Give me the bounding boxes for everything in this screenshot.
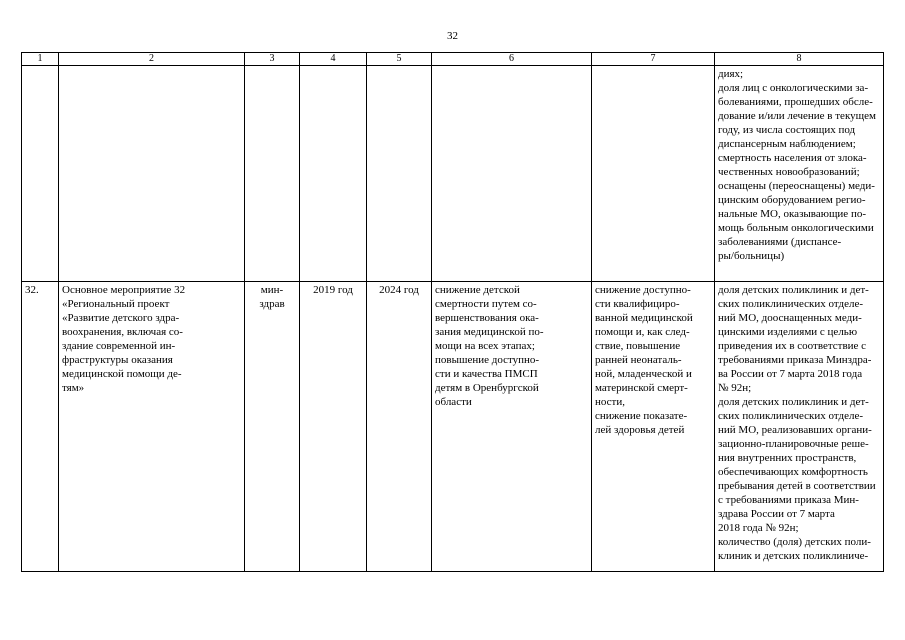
column-header-6: 6 (432, 53, 592, 66)
indicators-cell: доля детских поликлиник и дет- ских поликлинических отделе- ний МО, дооснащенных меди- цинскими изделиями с целью приведения их в соответствие с требованиями приказа Минздра- ва России от 7 марта 2018 года № 92н; доля детских поликлиник и дет- ских поликлинических отделе- ний МО, реализовавших органи- зационно-планировочные реше- ния внутренних пространств, обеспечивающих комфортность пребывания детей в соответствии с требованиями приказа Мин- здрава России от 7 марта 2018 года № 92н; количество (доля) детских поли- клиник и детских поликлиниче- (715, 282, 884, 572)
executor-cell (245, 66, 300, 282)
page-number: 32 (447, 30, 458, 42)
expected-result-cell (432, 66, 592, 282)
consequences-cell (592, 66, 715, 282)
event-name-cell (59, 66, 245, 282)
start-year-cell: 2019 год (300, 282, 367, 572)
table-row (22, 282, 884, 572)
column-header-8: 8 (715, 53, 884, 66)
column-header-2: 2 (59, 53, 245, 66)
document-table (21, 52, 884, 572)
column-header-7: 7 (592, 53, 715, 66)
executor-cell: мин- здрав (245, 282, 300, 572)
end-year-cell: 2024 год (367, 282, 432, 572)
column-header-1: 1 (22, 53, 59, 66)
table-row (22, 66, 884, 282)
column-number-row (22, 53, 884, 66)
column-header-4: 4 (300, 53, 367, 66)
end-year-cell (367, 66, 432, 282)
expected-result-cell: снижение детской смертности путем со- вершенствования ока- зания медицинской по- мощи на всех этапах; повышение доступно- сти и качества ПМСП детям в Оренбургской области (432, 282, 592, 572)
row-number-cell: 32. (22, 282, 59, 572)
row-number-cell (22, 66, 59, 282)
start-year-cell (300, 66, 367, 282)
column-header-3: 3 (245, 53, 300, 66)
consequences-cell: снижение доступно- сти квалифициро- ванной медицинской помощи и, как след- ствие, повышение ранней неонаталь- ной, младенческой и материнской смерт- ности, снижение показате- лей здоровья детей (592, 282, 715, 572)
event-name-cell: Основное мероприятие 32 «Региональный проект «Развитие детского здра- воохранения, включая со- здание современной ин- фраструктуры оказания медицинской помощи де- тям» (59, 282, 245, 572)
column-header-5: 5 (367, 53, 432, 66)
indicators-cell: диях; доля лиц с онкологическими за- болеваниями, прошедших обсле- дование и/или лечение в текущем году, из числа состоящих под диспансерным наблюдением; смертность населения от злока- чественных новообразований; оснащены (переоснащены) меди- цинским оборудованием регио- нальные МО, оказывающие по- мощь больным онкологическими заболеваниями (диспансе- ры/больницы) (715, 66, 884, 282)
